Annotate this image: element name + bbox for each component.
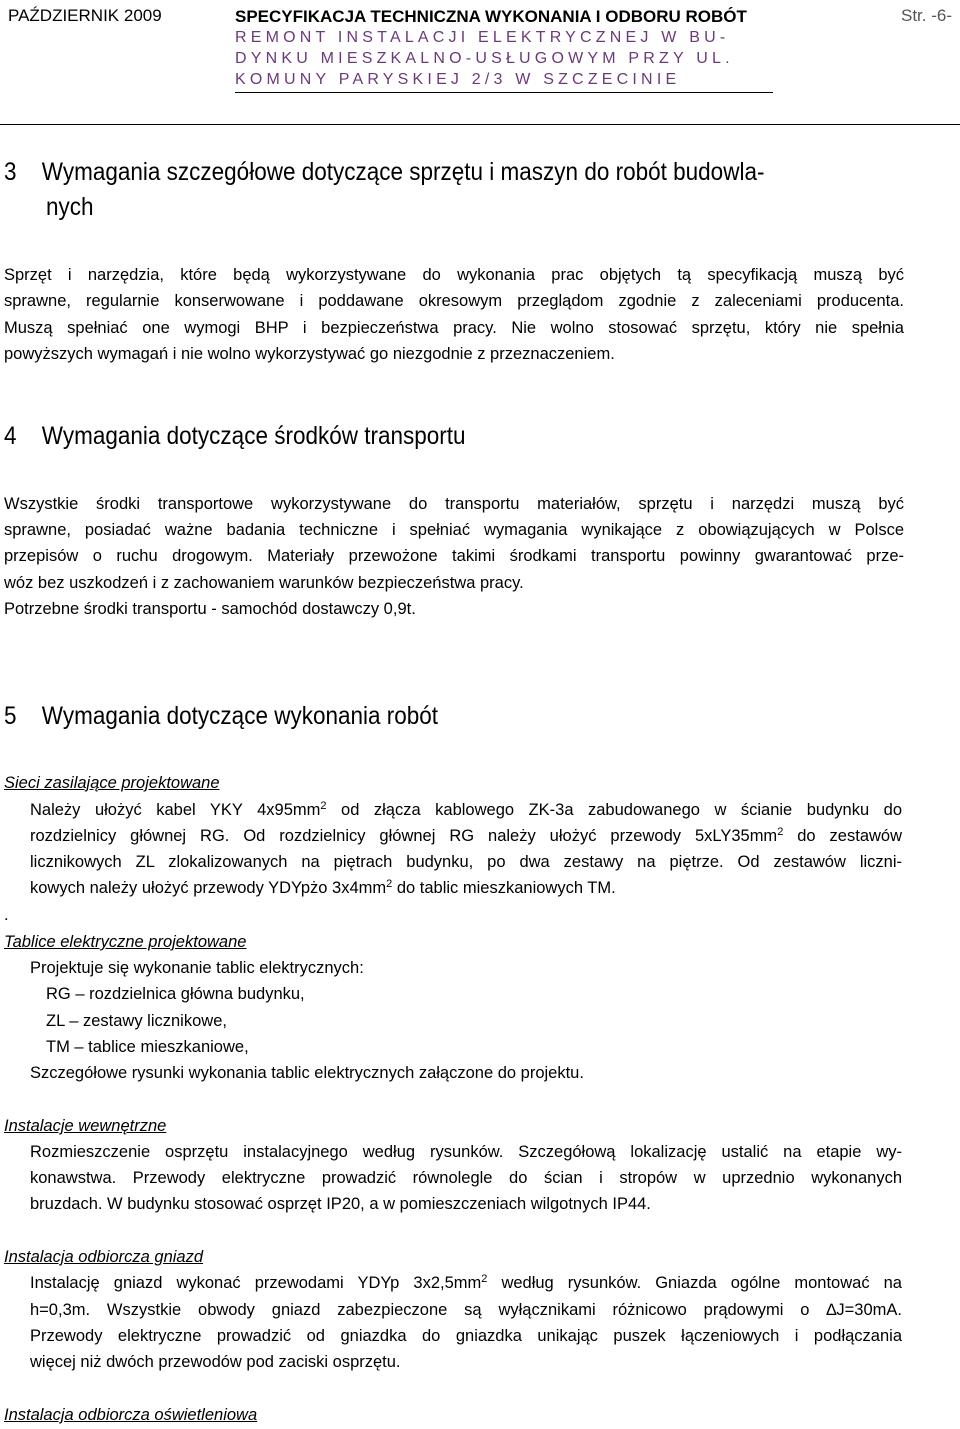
section-5-heading [4,698,841,734]
section-number: 3 [4,158,17,186]
paragraph-line: rozdzielnicy głównej RG. Od rozdzielnicy głównej RG należy ułożyć przewody $5xLY35mm^2$ do zestawów [30,826,903,845]
paragraph-line: konawstwa. Przewody elektryczne prowadzić równolegle do ścian i stropów w uprzednio wykonanych [30,1169,902,1187]
paragraph-line: Należy ułożyć kabel YKY $4x95mm^2$ od złącza kablowego ZK-3a zabudowanego w ścianie budynku do [30,800,902,819]
paragraph-line: sprawne, regularnie konserwowane i poddawane okresowym przeglądom zgodnie z zaleceniami producenta. [4,292,904,310]
page-number: Str. -6- [900,6,952,25]
section-title: Wymagania dotyczące wykonania robót [41,702,439,730]
paragraph-line: Rozmieszczenie osprzętu instalacyjnego według rysunków. Szczegółową lokalizację ustalić na etapie wy- [30,1143,902,1161]
subsection-heading: Sieci zasilające projektowane [4,774,220,792]
header-underline [235,92,773,93]
section-number: 5 [4,702,17,730]
paragraph-line: licznikowych ZL zlokalizowanych na piętrach budynku, po dwa zestawy na piętrze. Od zestawów liczni- [30,853,902,871]
section-title: Wymagania dotyczące środków transportu [41,422,466,450]
subsection-heading: Instalacja odbiorcza gniazd [4,1248,204,1266]
list-item: RG – rozdzielnica główna budynku, [46,985,305,1003]
paragraph-line: Przewody elektryczne prowadzić od gniazdka do gniazdka unikając puszek łączeniowych i podłączania [30,1327,902,1345]
section-title: Wymagania szczegółowe dotyczące sprzętu i maszyn do robót budowla- [41,158,765,186]
list-item: TM – tablice mieszkaniowe, [46,1038,249,1056]
paragraph-line: Instalację gniazd wykonać przewodami YDYp $3x2,5mm^2$ według rysunków. Gniazda ogólne montować na [30,1273,902,1292]
paragraph-line: Muszą spełniać one wymogi BHP i bezpieczeństwa pracy. Nie wolno stosować sprzętu, który nie spełnia [4,319,904,337]
header-title: SPECYFIKACJA TECHNICZNA WYKONANIA I ODBORU ROBÓT [235,7,747,26]
paragraph-line: Szczegółowe rysunki wykonania tablic elektrycznych załączone do projektu. [30,1064,584,1082]
paragraph-line: wóz bez uszkodzeń i z zachowaniem warunków bezpieczeństwa pracy. [4,574,524,592]
header-center [235,6,775,93]
header-date: PAŹDZIERNIK 2009 [8,6,162,25]
paragraph-line: h=0,3m. Wszystkie obwody gniazd zabezpieczone są wyłącznikami różnicowo prądowymi o ∆J=30mA. [30,1301,902,1319]
subsection-heading: Instalacje wewnętrzne [4,1117,167,1135]
paragraph-line: Wszystkie środki transportowe wykorzystywane do transportu materiałów, sprzętu i narzędzi muszą być [4,495,904,513]
header-divider [0,124,960,125]
list-item: ZL – zestawy licznikowe, [46,1012,227,1030]
paragraph-line: więcej niż dwóch przewodów pod zaciski osprzętu. [30,1353,401,1371]
paragraph-line: bruzdach. W budynku stosować osprzęt IP20, a w pomieszczeniach wilgotnych IP44. [30,1195,651,1213]
header-subtitle-line: DYNKU MIESZKALNO-USŁUGOWYM PRZY UL. [235,50,734,67]
paragraph-line: sprawne, posiadać ważne badania techniczne i spełniać wymagania wynikające z obowiązujących w Polsce [4,521,904,539]
subsection-heading: Tablice elektryczne projektowane [4,933,247,951]
paragraph-line: kowych należy ułożyć przewody YDYpżo $3x4mm^2$ do tablic mieszkaniowych TM. [30,878,616,897]
section-4-heading [4,418,841,454]
header-subtitle-line: REMONT INSTALACJI ELEKTRYCZNEJ W BU- [235,29,730,46]
header-subtitle-line: KOMUNY PARYSKIEJ 2/3 W SZCZECINIE [235,71,681,88]
paragraph-line: przepisów o ruchu drogowym. Materiały przewożone takimi środkami transportu powinny gwarantować prze- [4,547,904,565]
subsection-heading: Instalacja odbiorcza oświetleniowa [4,1406,258,1424]
paragraph-line: powyższych wymagań i nie wolno wykorzystywać go niezgodnie z przeznaczeniem. [4,345,615,363]
paragraph-line: Potrzebne środki transportu - samochód dostawczy 0,9t. [4,600,416,618]
section-3-heading [4,154,841,190]
paragraph-line: Projektuje się wykonanie tablic elektrycznych: [30,959,364,977]
paragraph-line: Sprzęt i narzędzia, które będą wykorzystywane do wykonania prac objętych tą specyfikacją muszą być [4,266,904,284]
stray-dot: . [4,906,9,924]
section-number: 4 [4,422,17,450]
section-3-heading-cont: nych [46,193,94,221]
